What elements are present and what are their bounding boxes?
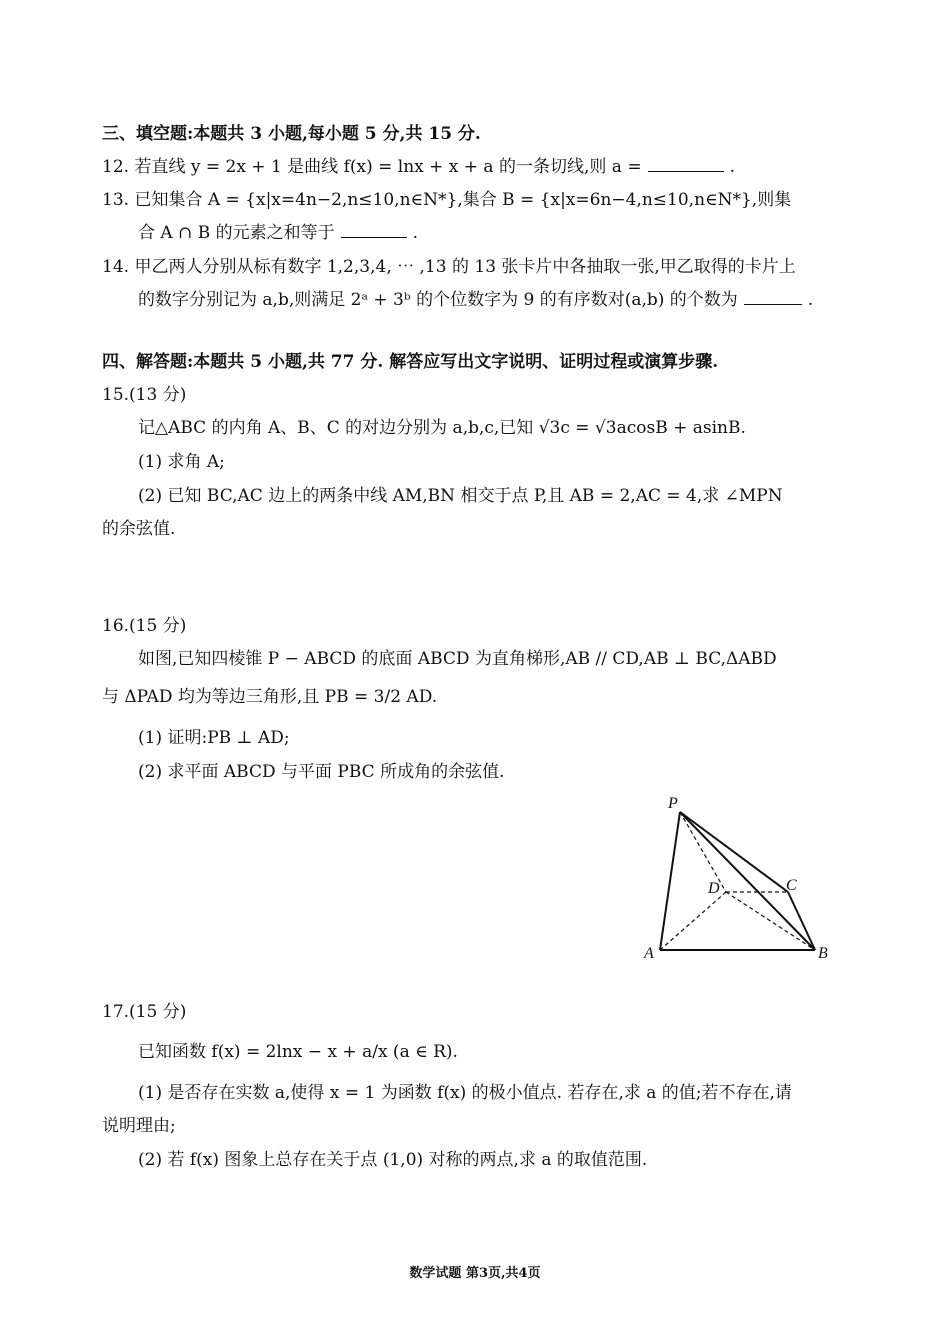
question-16-stem-line-1: 如图,已知四棱锥 P − ABCD 的底面 ABCD 为直角梯形,AB // CD,AB ⊥ BC,ΔABD: [138, 649, 777, 669]
question-17-part-1-line-1: (1) 是否存在实数 a,使得 x = 1 为函数 f(x) 的极小值点. 若存在,求 a 的值;若不存在,请: [138, 1083, 792, 1103]
question-15-part-1: (1) 求角 A;: [138, 452, 225, 472]
label-D: D: [708, 880, 720, 897]
question-13-line-1: 13. 已知集合 A = {x|x=4n−2,n≤10,n∈N*},集合 B = {x|x=6n−4,n≤10,n∈N*},则集: [102, 190, 792, 210]
question-14-line-2: [138, 288, 813, 312]
label-C: C: [786, 877, 797, 894]
question-12-end: .: [729, 157, 735, 177]
solutions-section-header: 四、解答题:本题共 5 小题,共 77 分. 解答应写出文字说明、证明过程或演算步骤.: [102, 352, 719, 372]
page-footer: 数学试题 第3页,共4页: [409, 1266, 541, 1281]
question-16-part-2: (2) 求平面 ABCD 与平面 PBC 所成角的余弦值.: [138, 762, 505, 782]
label-P: P: [668, 795, 678, 812]
question-16-number: 16.(15 分): [102, 616, 187, 636]
question-14-text: 的数字分别记为 a,b,则满足 2ᵃ + 3ᵇ 的个位数字为 9 的有序数对(a,b) 的个数为: [138, 290, 738, 310]
question-16-part-1: (1) 证明:PB ⊥ AD;: [138, 728, 290, 748]
answer-blank-14: [744, 288, 802, 305]
question-14-line-1: 14. 甲乙两人分别从标有数字 1,2,3,4, ⋯ ,13 的 13 张卡片中各抽取一张,甲乙取得的卡片上: [102, 257, 796, 277]
edge-PC: [680, 812, 788, 892]
edge-CB: [788, 892, 815, 950]
question-15-part-2-line-1: (2) 已知 BC,AC 边上的两条中线 AM,BN 相交于点 P,且 AB = 2,AC = 4,求 ∠MPN: [138, 486, 783, 506]
question-15-number: 15.(13 分): [102, 385, 187, 405]
question-12: [102, 155, 735, 179]
question-16-stem-line-2: 与 ΔPAD 均为等边三角形,且 PB = 3/2 AD.: [102, 687, 438, 707]
question-14-end: .: [807, 290, 814, 310]
question-17-stem: 已知函数 f(x) = 2lnx − x + a/x (a ∈ R).: [138, 1042, 458, 1062]
question-17-part-2: (2) 若 f(x) 图象上总存在关于点 (1,0) 对称的两点,求 a 的取值范围.: [138, 1150, 648, 1170]
question-13-line-2: [138, 221, 418, 245]
question-17-part-1-line-2: 说明理由;: [102, 1116, 176, 1136]
fill-in-section-header: 三、填空题:本题共 3 小题,每小题 5 分,共 15 分.: [102, 124, 481, 144]
question-13-text: 合 A ∩ B 的元素之和等于: [138, 223, 335, 243]
label-A: A: [644, 945, 654, 962]
edge-AD: [660, 892, 726, 950]
question-15-part-2-line-2: 的余弦值.: [102, 519, 176, 539]
answer-blank-13: [341, 221, 407, 238]
question-12-text: 12. 若直线 y = 2x + 1 是曲线 f(x) = lnx + x + a 的一条切线,则 a =: [102, 157, 642, 177]
answer-blank-12: [648, 155, 724, 172]
question-17-number: 17.(15 分): [102, 1002, 187, 1022]
question-15-stem: 记△ABC 的内角 A、B、C 的对边分别为 a,b,c,已知 √3c = √3acosB + asinB.: [138, 418, 746, 438]
label-B: B: [818, 945, 828, 962]
pyramid-figure: [630, 790, 840, 970]
question-13-end: .: [412, 223, 419, 243]
edge-PA: [660, 812, 680, 950]
